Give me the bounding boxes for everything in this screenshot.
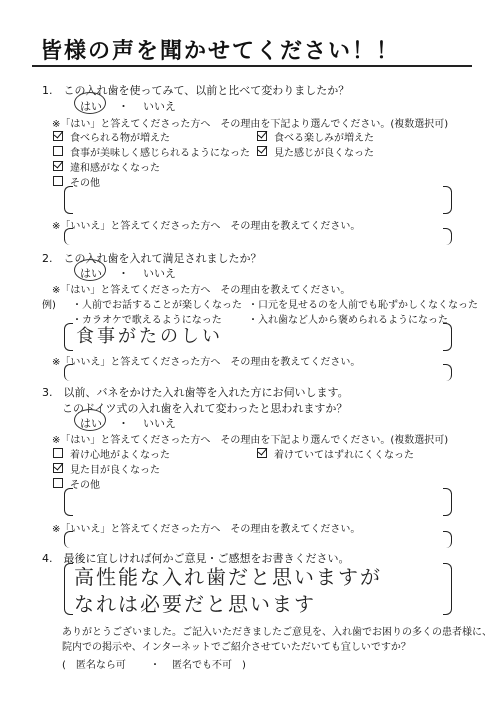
q1-no-option[interactable]: いいえ <box>143 100 176 113</box>
q1-option-4-checkbox[interactable] <box>257 146 267 156</box>
q3-option-3-checkbox[interactable] <box>53 463 63 473</box>
q3-option-3-label: 見た目が良くなった <box>70 465 160 476</box>
q3-option-1-checkbox[interactable] <box>53 448 63 458</box>
q3-option-1-label: 着け心地がよくなった <box>70 450 170 461</box>
q2-example-4: ・入れ歯など人から褒められるようになった <box>248 315 448 326</box>
q1-no-note: ※「いいえ」と答えてくださった方へ その理由を教えてください。 <box>52 221 361 232</box>
q1-option-2-checkbox[interactable] <box>257 131 267 141</box>
q2-no-option[interactable]: いいえ <box>143 267 176 280</box>
q3-no-bracket-left <box>64 531 73 548</box>
q2-example-label: 例) <box>42 300 56 311</box>
q3-option-4-checkbox[interactable] <box>53 478 63 488</box>
q3-option-2-checkbox[interactable] <box>257 448 267 458</box>
q4-handwritten-line-2: なれは必要だと思います <box>74 592 316 616</box>
q2-no-note: ※「いいえ」と答えてくださった方へ その理由を教えてください。 <box>52 357 361 368</box>
q1-option-5-checkbox[interactable] <box>53 161 63 171</box>
q1-option-3-checkbox[interactable] <box>53 146 63 156</box>
q3-yes-option[interactable]: はい <box>80 417 102 430</box>
footer-separator: ・ <box>150 660 160 671</box>
q1-yes-circle-mark <box>74 92 106 114</box>
title-divider <box>32 65 472 67</box>
q3-other-bracket-left <box>64 488 73 516</box>
q2-example-1: ・人前でお話することが楽しくなった <box>72 300 242 311</box>
q2-example-2: ・口元を見せるのを人前でも恥ずかしくなくなった <box>248 300 478 311</box>
q2-yes-option[interactable]: はい <box>80 267 102 280</box>
footer-thanks-line: ありがとうございました。ご記入いただきましたご意見を、入れ歯でお困りの多くの患者様に、 <box>62 627 492 638</box>
q3-separator: ・ <box>118 417 129 430</box>
q2-no-bracket-left <box>64 364 73 381</box>
q4-answer-bracket-left <box>64 563 73 615</box>
q1-option-4-label: 見た感じが良くなった <box>274 148 374 159</box>
q2-separator: ・ <box>118 267 129 280</box>
q1-no-bracket-left <box>64 228 73 245</box>
q1-yes-option[interactable]: はい <box>80 100 102 113</box>
q3-no-option[interactable]: いいえ <box>143 417 176 430</box>
q1-option-6-label: その他 <box>70 178 100 189</box>
q2-answer-bracket-left <box>64 323 73 351</box>
q3-yes-note: ※「はい」と答えてくださった方へ その理由を下記より選んでください。(複数選択可) <box>52 435 449 446</box>
q1-option-3-label: 食事が美味しく感じられるようになった <box>70 148 250 159</box>
q1-option-6-checkbox[interactable] <box>53 176 63 186</box>
q1-option-2-label: 食べる楽しみが増えた <box>274 133 374 144</box>
q2-answer-bracket-right <box>443 323 452 351</box>
footer-anon-ok-option[interactable]: ( 匿名なら可 <box>62 660 126 671</box>
q3-question-line2: このドイツ式の入れ歯を入れて変わったと思われますか？ <box>62 402 348 415</box>
footer-consent-question: 院内での掲示や、インターネットでご紹介させていただいても宜しいですか？ <box>62 642 411 653</box>
q4-question: 4. 最後に宜しければ何かご意見・ご感想をお書きください。 <box>42 552 350 565</box>
q3-option-2-label: 着けていてはずれにくくなった <box>274 450 414 461</box>
q2-question: 2. この入れ歯を入れて満足されましたか？ <box>42 252 262 265</box>
q3-other-bracket-right <box>443 488 452 516</box>
q1-question: 1. この入れ歯を使ってみて、以前と比べて変わりましたか？ <box>42 84 350 97</box>
q2-no-bracket-right <box>443 364 452 381</box>
q1-other-bracket-left <box>64 186 73 214</box>
q3-no-bracket-right <box>443 531 452 548</box>
q1-option-5-label: 違和感がなくなった <box>70 163 160 174</box>
q4-answer-bracket-right <box>443 563 452 615</box>
q1-option-1-label: 食べられる物が増えた <box>70 133 170 144</box>
footer-anon-not-ok-option[interactable]: 匿名でも不可 ) <box>172 660 246 671</box>
q4-handwritten-line-1: 高性能な入れ歯だと思いますが <box>74 565 382 589</box>
q1-option-1-checkbox[interactable] <box>53 131 63 141</box>
q2-example-3: ・カラオケで歌えるようになった <box>72 315 222 326</box>
q1-separator: ・ <box>118 100 129 113</box>
q2-yes-note: ※「はい」と答えてくださった方へ その理由を教えてください。 <box>52 285 351 296</box>
q1-other-bracket-right <box>443 186 452 214</box>
q1-yes-note: ※「はい」と答えてくださった方へ その理由を下記より選んでください。(複数選択可) <box>52 119 449 130</box>
q2-handwritten-answer: 食事がたのしい <box>76 326 223 347</box>
q3-yes-circle-mark <box>74 409 106 431</box>
q3-question: 3. 以前、バネをかけた入れ歯等を入れた方にお伺いします。 <box>42 386 349 399</box>
q3-no-note: ※「いいえ」と答えてくださった方へ その理由を教えてください。 <box>52 524 361 535</box>
page-title: 皆様の声を聞かせてください！！ <box>40 39 401 64</box>
q3-option-4-label: その他 <box>70 480 100 491</box>
q2-yes-circle-mark <box>74 259 106 281</box>
q1-no-bracket-right <box>443 228 452 245</box>
